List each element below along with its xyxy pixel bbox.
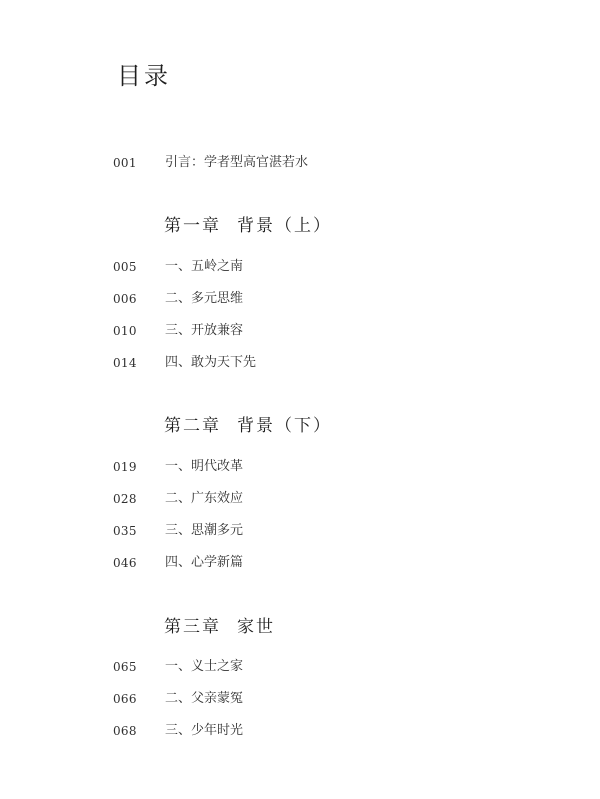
toc-entry[interactable]: [0, 321, 600, 341]
chapter-title: 家世: [237, 617, 275, 637]
chapter-label: 第三章: [164, 617, 221, 637]
toc-entry[interactable]: [0, 457, 600, 477]
page-number: 028: [113, 492, 137, 506]
toc-entry[interactable]: [0, 657, 600, 677]
chapter-label: 第一章: [164, 216, 221, 236]
page-number: 005: [113, 260, 137, 274]
page-number: 019: [113, 460, 137, 474]
toc-entry[interactable]: [0, 257, 600, 277]
chapter-title: 背景（上）: [237, 216, 332, 236]
page-number: 065: [113, 660, 137, 674]
entry-title: 二、多元思维: [165, 291, 244, 306]
entry-title: 引言：学者型高官湛若水: [165, 155, 309, 170]
toc-entry[interactable]: [0, 489, 600, 509]
page-number: 006: [113, 292, 137, 306]
toc-entry-intro[interactable]: [0, 153, 600, 173]
chapter-heading-2[interactable]: [164, 414, 332, 438]
entry-title: 一、五岭之南: [165, 259, 244, 274]
page-number: 046: [113, 556, 137, 570]
toc-entry[interactable]: [0, 553, 600, 573]
page-title: 目录: [117, 62, 171, 90]
entry-title: 一、义士之家: [165, 659, 244, 674]
page-number: 014: [113, 356, 137, 370]
entry-title: 二、广东效应: [165, 491, 244, 506]
chapter-label: 第二章: [164, 416, 221, 436]
chapter-title: 背景（下）: [237, 416, 332, 436]
toc-entry[interactable]: [0, 521, 600, 541]
entry-title: 三、开放兼容: [165, 323, 244, 338]
entry-title: 四、心学新篇: [165, 555, 244, 570]
entry-title: 四、敢为天下先: [165, 355, 257, 370]
entry-title: 三、少年时光: [165, 723, 244, 738]
toc-entry[interactable]: [0, 721, 600, 741]
entry-title: 三、思潮多元: [165, 523, 244, 538]
page-number: 068: [113, 724, 137, 738]
chapter-heading-1[interactable]: [164, 214, 332, 238]
page-number: 010: [113, 324, 137, 338]
page-number: 066: [113, 692, 137, 706]
toc-entry[interactable]: [0, 353, 600, 373]
toc-entry[interactable]: [0, 689, 600, 709]
page-number: 001: [113, 156, 137, 170]
entry-title: 二、父亲蒙冤: [165, 691, 244, 706]
entry-title: 一、明代改革: [165, 459, 244, 474]
toc-entry[interactable]: [0, 289, 600, 309]
chapter-heading-3[interactable]: [164, 615, 275, 639]
page-number: 035: [113, 524, 137, 538]
